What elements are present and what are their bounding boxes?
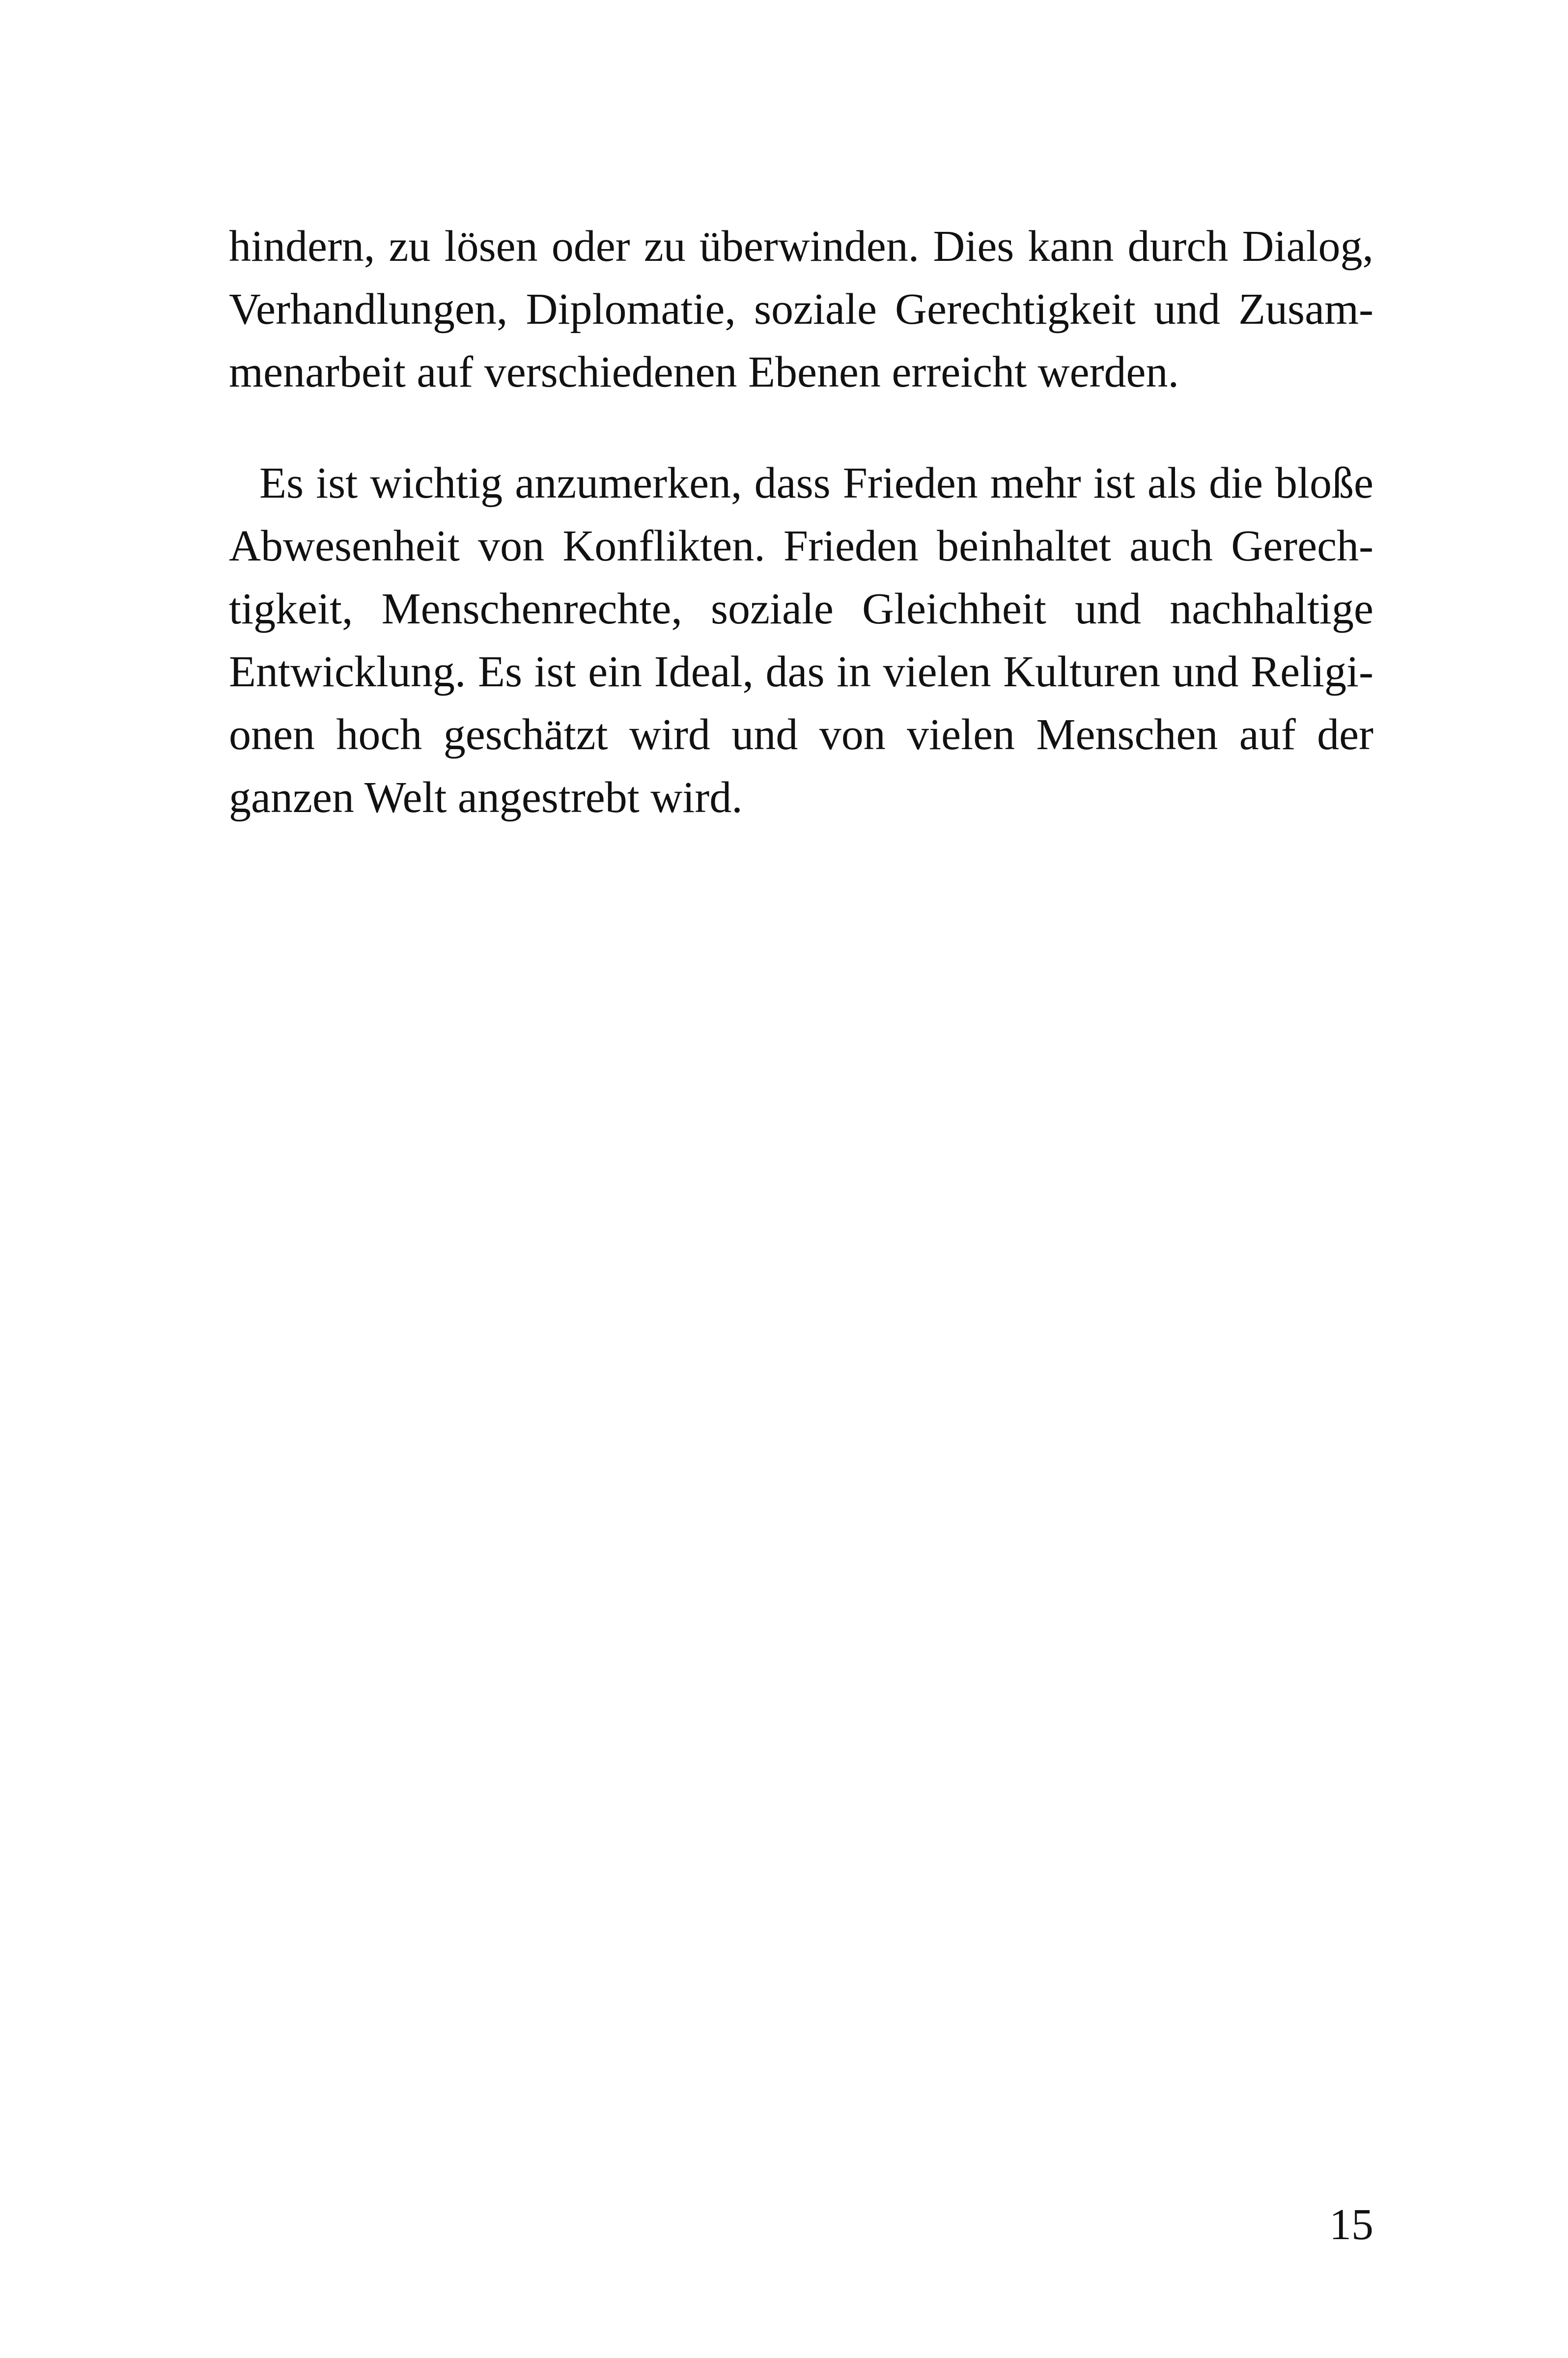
paragraph-2-line-1: Es ist wichtig anzumerken, dass Frieden mehr ist als die bloße	[259, 459, 1373, 507]
paragraph-1-line-3: menarbeit auf verschiedenen Ebenen erreicht werden.	[229, 348, 1179, 396]
paragraph-2-line-4: Entwicklung. Es ist ein Ideal, das in vielen Kulturen und Religi-	[229, 647, 1373, 696]
paragraph-2-line-2: Abwesenheit von Konflikten. Frieden beinhaltet auch Gerech-	[229, 522, 1373, 570]
body-text	[229, 215, 1373, 829]
paragraph-2-line-5: onen hoch geschätzt wird und von vielen Menschen auf der	[229, 710, 1373, 759]
paragraph-2-line-3: tigkeit, Menschenrechte, soziale Gleichheit und nachhaltige	[229, 585, 1373, 633]
paragraph-2	[229, 452, 1373, 829]
paragraph-1-line-2: Verhandlungen, Diplomatie, soziale Gerechtigkeit und Zusam-	[229, 285, 1373, 334]
paragraph-spacing	[229, 404, 1373, 452]
paragraph-1	[229, 215, 1373, 404]
paragraph-2-line-6: ganzen Welt angestrebt wird.	[229, 773, 743, 822]
paragraph-1-line-1: hindern, zu lösen oder zu überwinden. Dies kann durch Dialog,	[229, 222, 1373, 271]
page-number: 15	[1329, 2200, 1373, 2249]
